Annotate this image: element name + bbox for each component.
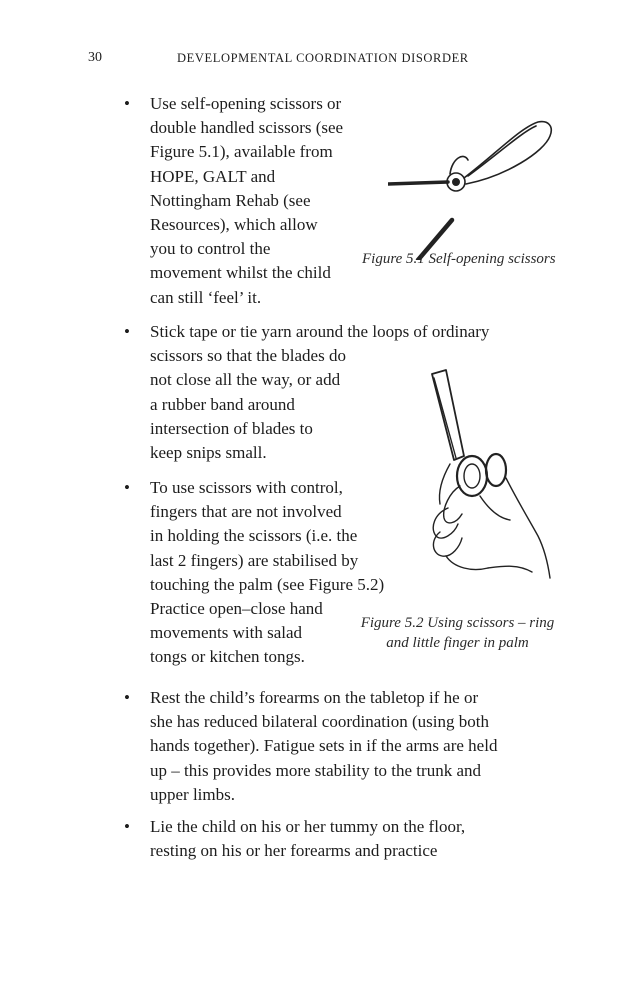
text-line: she has reduced bilateral coordination (using both (150, 712, 489, 732)
bullet-dot: • (124, 817, 130, 836)
bullet-dot: • (124, 478, 130, 497)
text-line: not close all the way, or add (150, 370, 341, 390)
text-line: Resources), which allow (150, 215, 318, 235)
text-line: keep snips small. (150, 443, 267, 463)
text-line: Practice open–close hand (150, 599, 323, 619)
text-line: scissors so that the blades do (150, 346, 346, 366)
text-line: up – this provides more stability to the trunk and (150, 760, 481, 780)
text-line: Nottingham Rehab (see (150, 190, 311, 210)
text-line: Rest the child’s forearms on the tabletop if he or (150, 688, 479, 707)
text-line: HOPE, GALT and (150, 166, 276, 186)
caption-line: and little finger in palm (386, 635, 529, 651)
text-line: tongs or kitchen tongs. (150, 647, 305, 667)
text-line: movement whilst the child (150, 263, 331, 283)
bullet-dot: • (124, 688, 130, 707)
text-line: last 2 fingers) are stabilised by (150, 550, 359, 570)
text-line: Use self-opening scissors or (150, 94, 342, 113)
text-line: upper limbs. (150, 784, 235, 804)
figure-5-1-caption: Figure 5.1 Self-opening scissors (362, 251, 556, 267)
text-line: intersection of blades to (150, 418, 313, 438)
text-line: fingers that are not involved (150, 502, 342, 522)
text-line: double handled scissors (see (150, 118, 344, 138)
caption-line: Figure 5.2 Using scissors – ring (360, 615, 555, 631)
text-line: touching the palm (see Figure 5.2) (150, 574, 385, 594)
text-line: in holding the scissors (i.e. the (150, 526, 358, 546)
text-line: Stick tape or tie yarn around the loops of ordinary (150, 322, 490, 341)
text-line: Figure 5.1), available from (150, 142, 333, 162)
hand-holding-scissors-icon (420, 368, 555, 586)
text-line: hands together). Fatigue sets in if the arms are held (150, 736, 498, 756)
self-opening-scissors-icon (388, 112, 558, 260)
bullet-dot: • (124, 94, 130, 113)
text-line: To use scissors with control, (150, 478, 343, 497)
bullet-dot: • (124, 322, 130, 341)
page-header (0, 50, 639, 70)
text-line: Lie the child on his or her tummy on the floor, (150, 817, 466, 836)
bullet-text (150, 686, 497, 807)
text-line: you to control the (150, 239, 271, 259)
figure-5-2-caption (350, 613, 565, 653)
bullet-text (150, 815, 465, 863)
running-head: DEVELOPMENTAL COORDINATION DISORDER (177, 51, 469, 65)
text-line: can still ‘feel’ it. (150, 287, 262, 307)
page-number: 30 (88, 50, 102, 65)
text-line: resting on his or her forearms and practice (150, 841, 438, 861)
text-line: a rubber band around (150, 394, 295, 414)
bullet-text (150, 92, 343, 310)
text-line: movements with salad (150, 623, 303, 643)
